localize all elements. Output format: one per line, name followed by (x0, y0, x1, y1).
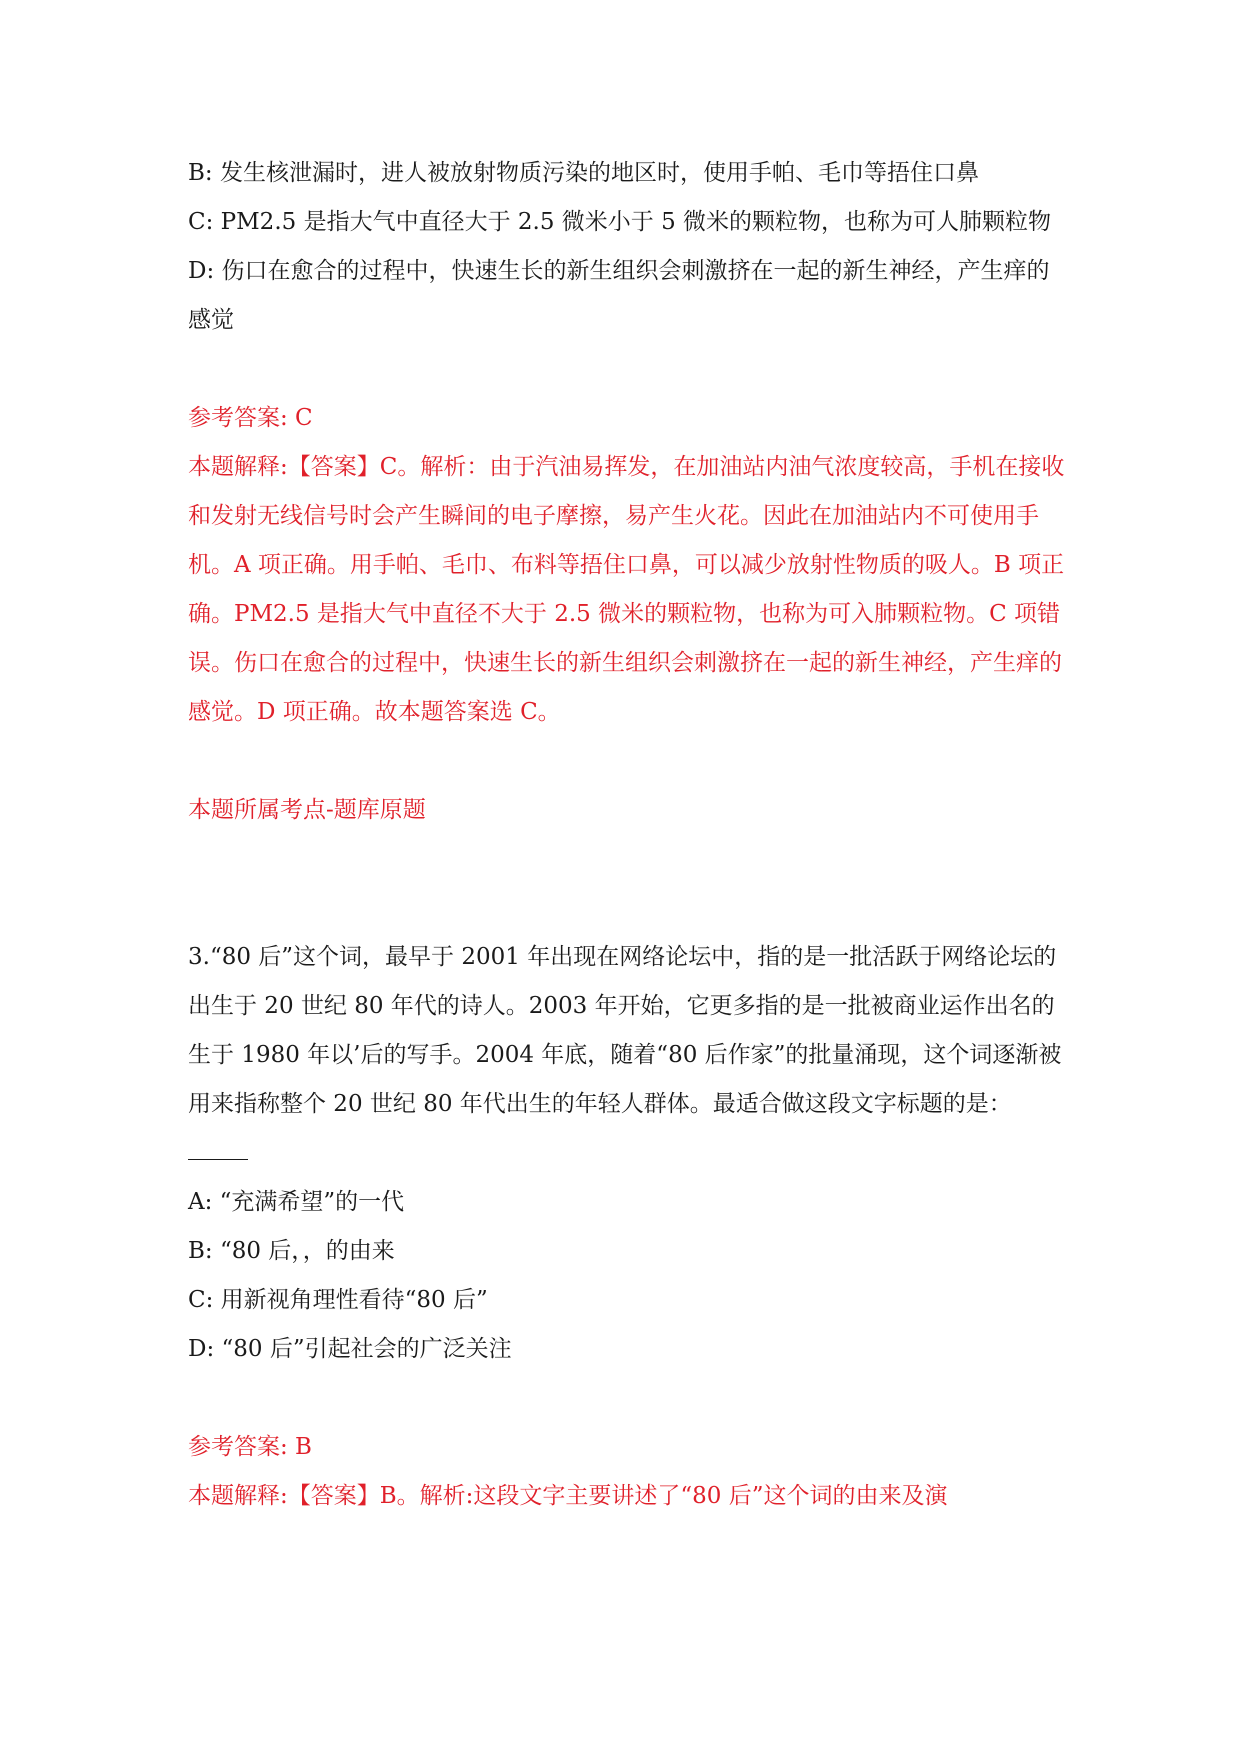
spacer (188, 1374, 1068, 1423)
q2-option-b: B: 发生核泄漏时，进人被放射物质污染的地区时，使用手帕、毛巾等捂住口鼻 (188, 160, 979, 186)
q2-option-c: C: PM2.5 是指大气中直径大于 2.5 微米小于 5 微米的颗粒物，也称为可人肺颗粒物 (188, 209, 1052, 235)
q3-option-a: A: “充满希望”的一代 (188, 1189, 405, 1215)
answer-blank (188, 1137, 248, 1160)
spacer (188, 737, 1068, 786)
q2-answer: 参考答案: C (188, 405, 313, 431)
spacer (188, 835, 1068, 933)
q2-topic: 本题所属考点-题库原题 (188, 797, 426, 823)
q3-option-b: B: “80 后，，的由来 (188, 1238, 395, 1264)
q3-option-d: D: “80 后”引起社会的广泛关注 (188, 1336, 512, 1362)
q3-option-c: C: 用新视角理性看待“80 后” (188, 1287, 488, 1313)
q3-stem-text: 3.“80 后”这个词，最早于 2001 年出现在网络论坛中，指的是一批活跃于网络论坛的出生于 20 世纪 80 年代的诗人。2003 年开始，它更多指的是一批被商业运作出名的生于 1980 年以’后的写手。2004 年底，随着“80 后作家”的批量涌现，这个词逐渐被用来指称整个 20 世纪 80 年代出生的年轻人群体。最适合做这段文字标题的是： (188, 944, 1062, 1117)
spacer (188, 345, 1068, 394)
q3-stem (188, 933, 1068, 1178)
document-page (188, 149, 1068, 1521)
q3-explanation: 本题解释:【答案】B。解析:这段文字主要讲述了“80 后”这个词的由来及演 (188, 1483, 948, 1509)
q2-option-d: D: 伤口在愈合的过程中，快速生长的新生组织会刺激挤在一起的新生神经，产生痒的感觉 (188, 258, 1050, 333)
q3-answer: 参考答案: B (188, 1434, 312, 1460)
q2-explanation: 本题解释:【答案】C。解析：由于汽油易挥发，在加油站内油气浓度较高，手机在接收和发射无线信号时会产生瞬间的电子摩擦，易产生火花。因此在加油站内不可使用手机。A 项正确。用手帕、毛巾、布料等捂住口鼻，可以减少放射性物质的吸人。B 项正确。PM2.5 是指大气中直径不大于 2.5 微米的颗粒物，也称为可入肺颗粒物。C 项错误。伤口在愈合的过程中，快速生长的新生组织会刺激挤在一起的新生神经，产生痒的感觉。D 项正确。故本题答案选 C。 (188, 454, 1065, 725)
